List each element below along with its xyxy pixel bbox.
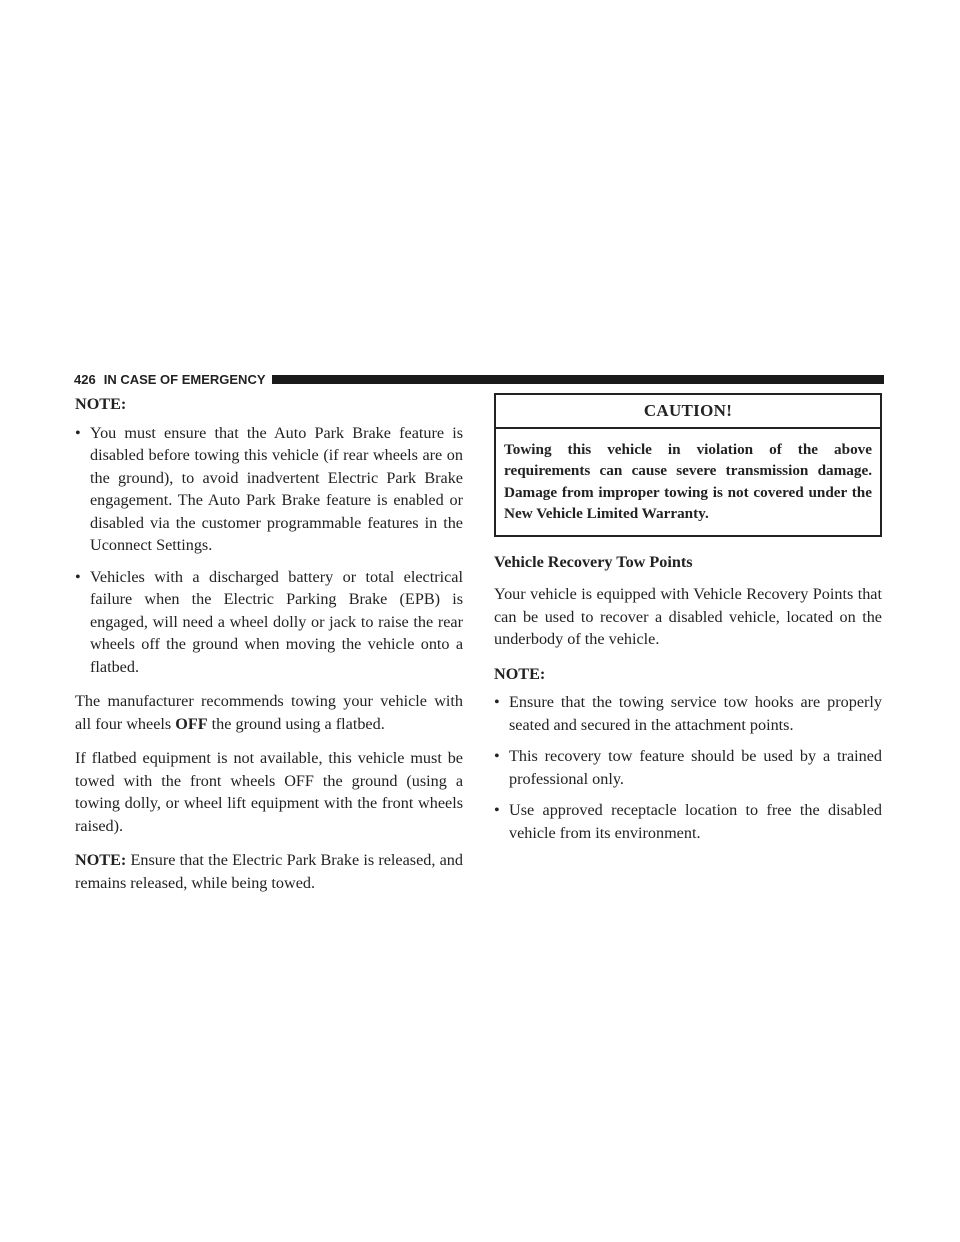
bullet-icon: • xyxy=(494,801,500,819)
right-column xyxy=(494,393,882,856)
list-item: • You must ensure that the Auto Park Brake feature is disabled before towing this vehicle (if rear wheels are on the ground), to avoid inadvertent Electric Park Brake engagement. The Auto Park Brake feature is enabled or disabled via the customer programmable features in the Uconnect Settings. xyxy=(75,423,463,554)
bullet-icon: • xyxy=(494,693,500,711)
note-label: NOTE: xyxy=(494,664,546,683)
epb-note-paragraph: NOTE: Ensure that the Electric Park Brake is released, and remains released, while being towed. xyxy=(75,851,463,892)
section-title: IN CASE OF EMERGENCY xyxy=(103,371,266,387)
bullet-icon: • xyxy=(75,423,81,442)
caution-text: Towing this vehicle in violation of the above requirements can cause severe transmission damage. Damage from improper towing is not covered under the New Vehicle Limited Warranty. xyxy=(504,440,872,522)
recovery-bullets xyxy=(494,691,882,844)
list-item: • This recovery tow feature should be used by a trained professional only. xyxy=(494,747,882,788)
header-rule xyxy=(272,375,885,384)
list-item: • Ensure that the towing service tow hooks are properly seated and secured in the attachment points. xyxy=(494,693,882,734)
page-number: 426 xyxy=(74,371,96,387)
recovery-intro: Your vehicle is equipped with Vehicle Recovery Points that can be used to recover a disabled vehicle, located on the underbody of the vehicle. xyxy=(494,585,882,648)
bullet-icon: • xyxy=(75,567,81,586)
recovery-subheading: Vehicle Recovery Tow Points xyxy=(494,552,693,571)
caution-box xyxy=(494,393,882,537)
bullet-icon: • xyxy=(494,747,500,765)
page-header xyxy=(74,369,884,389)
dolly-paragraph: If flatbed equipment is not available, this vehicle must be towed with the front wheels OFF the ground (using a towing dolly, or wheel lift equipment with the front wheels raised). xyxy=(75,749,463,835)
caution-title: CAUTION! xyxy=(496,395,880,429)
left-column xyxy=(75,393,463,906)
note-bullets xyxy=(75,422,463,679)
list-item: • Vehicles with a discharged battery or total electrical failure when the Electric Parking Brake (EPB) is engaged, will need a wheel dolly or jack to raise the rear wheels off the ground when moving the vehicle onto a flatbed. xyxy=(75,567,463,676)
note-label: NOTE: xyxy=(75,395,127,413)
flatbed-paragraph: The manufacturer recommends towing your vehicle with all four wheels OFF the ground using a flatbed. xyxy=(75,692,463,733)
list-item: • Use approved receptacle location to free the disabled vehicle from its environment. xyxy=(494,801,882,842)
